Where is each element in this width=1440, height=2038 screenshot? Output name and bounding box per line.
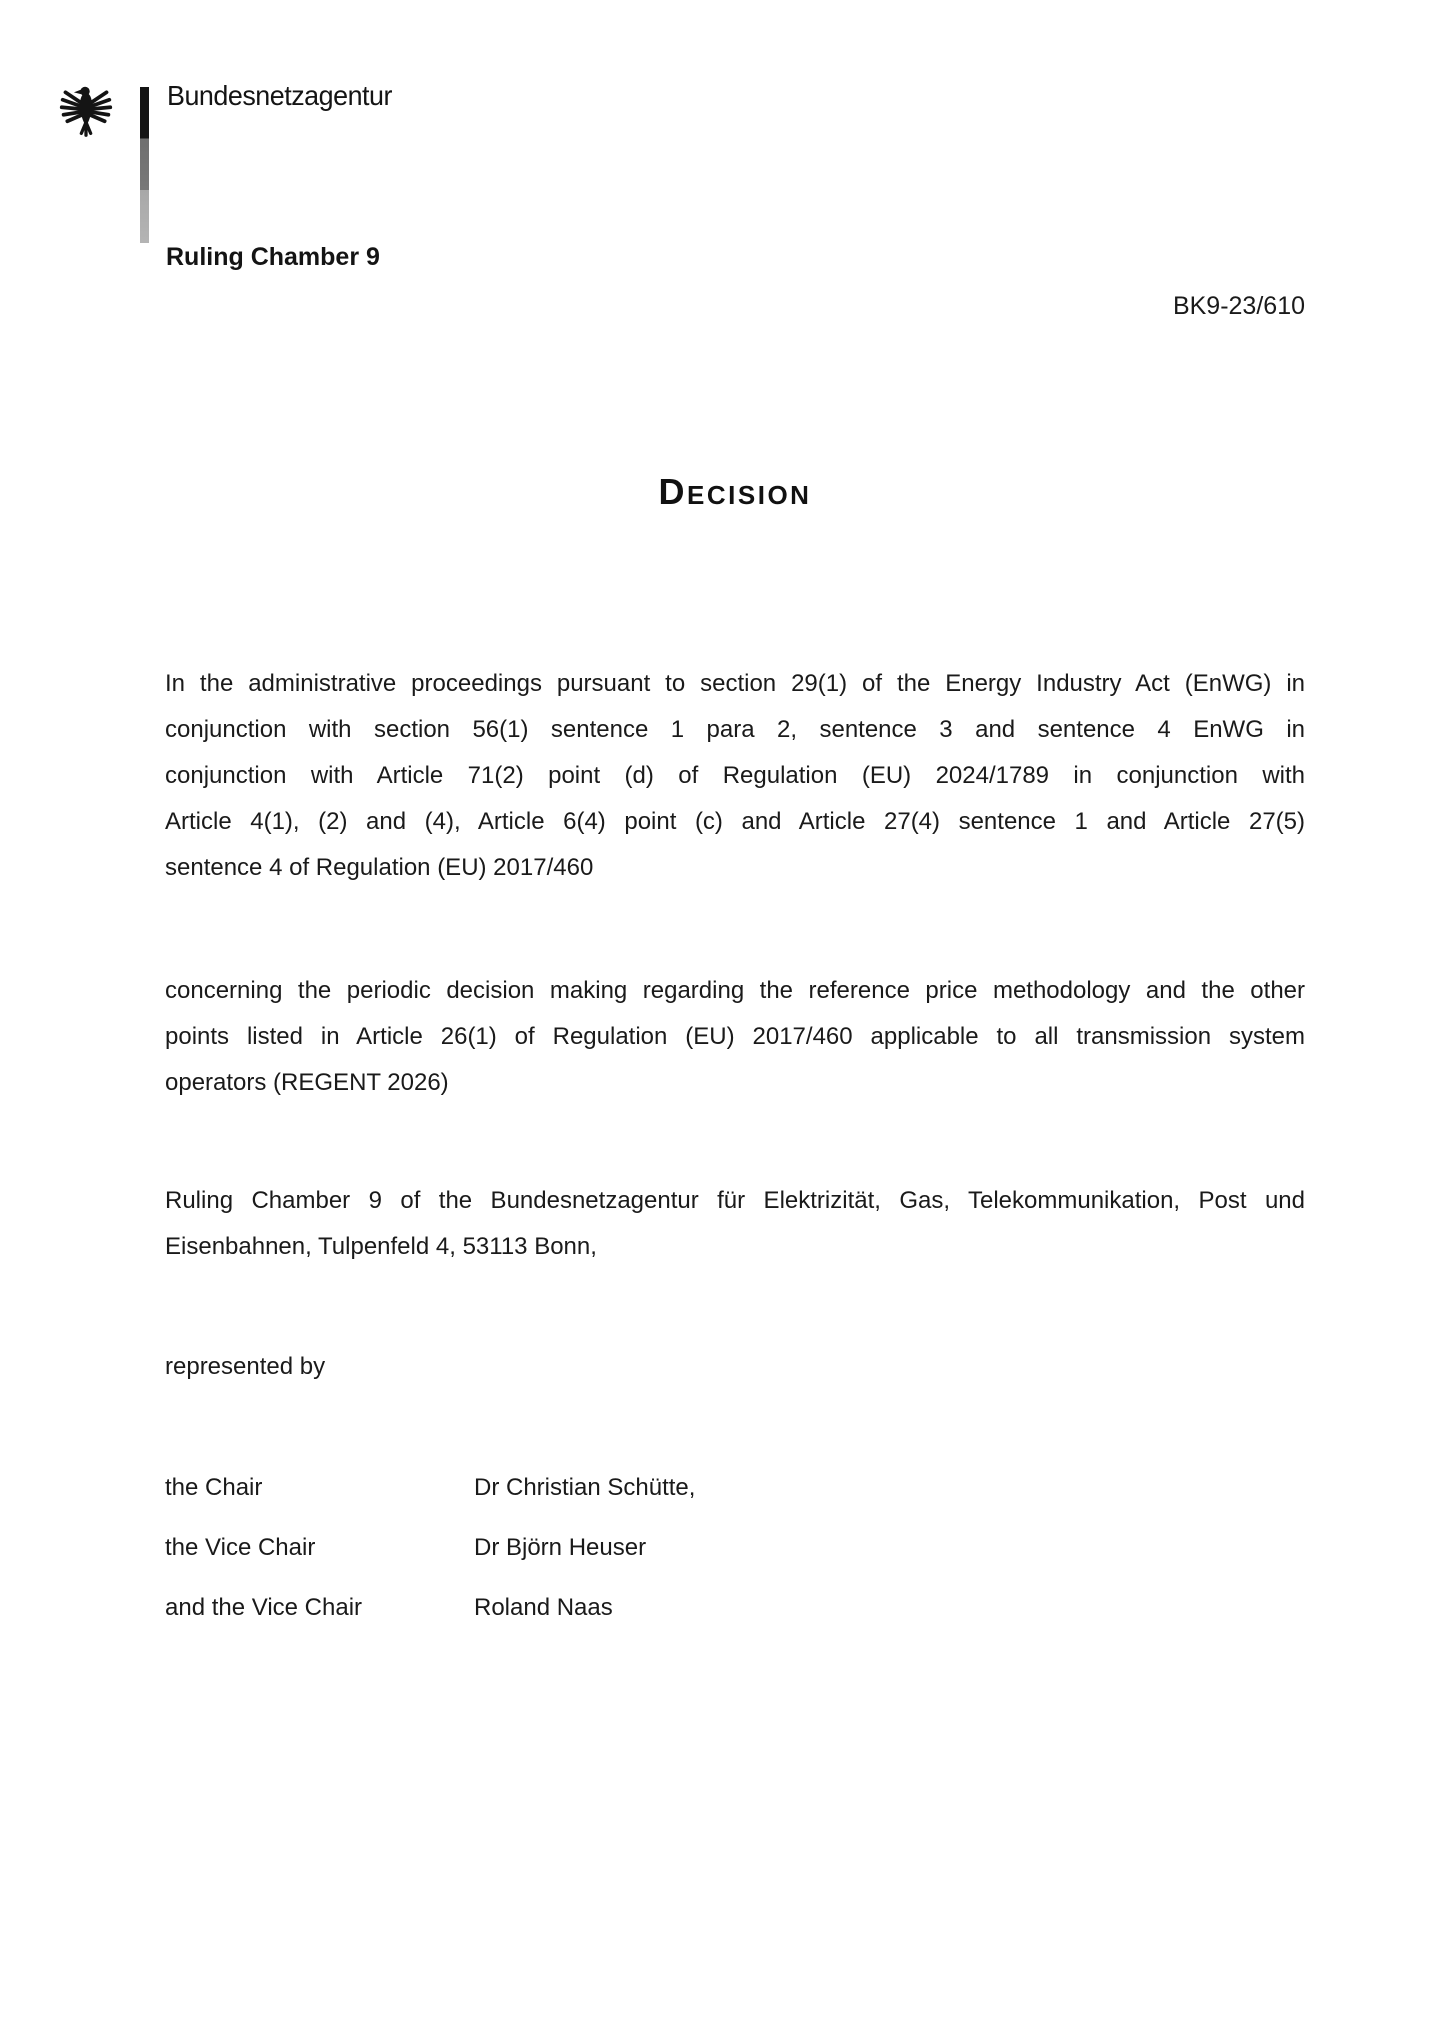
representative-role: the Chair [165,1474,263,1501]
representative-row [165,1472,1305,1504]
representative-row [165,1592,1305,1624]
paragraph-line: In the administrative proceedings pursuant to section 29(1) of the Energy Industry Act (EnWG) in [165,670,1305,697]
representative-name: Dr Björn Heuser [474,1534,647,1561]
case-number: BK9-23/610 [1172,292,1305,320]
paragraph-subject [165,968,1305,1106]
representative-role: the Vice Chair [165,1534,316,1561]
paragraph-authority [165,1178,1305,1270]
paragraph-line: Ruling Chamber 9 of the Bundesnetzagentur für Elektrizität, Gas, Telekommunikation, Post und [165,1187,1305,1214]
representative-name: Roland Naas [474,1594,613,1621]
representative-role: and the Vice Chair [165,1594,363,1621]
paragraph-line: Eisenbahnen, Tulpenfeld 4, 53113 Bonn, [165,1233,597,1260]
representative-row [165,1532,1305,1564]
paragraph-line: represented by [165,1353,326,1380]
representative-name: Dr Christian Schütte, [474,1474,696,1501]
chamber-name: Ruling Chamber 9 [166,243,380,271]
represented-by-label [165,1344,1305,1390]
paragraph-line: sentence 4 of Regulation (EU) 2017/460 [165,854,594,881]
paragraph-line: operators (REGENT 2026) [165,1069,449,1096]
federal-eagle-icon [58,82,114,140]
document-title: DECISION [658,471,812,512]
paragraph-proceedings [165,661,1305,891]
paragraph-line: points listed in Article 26(1) of Regulation (EU) 2017/460 applicable to all transmission system [165,1023,1305,1050]
logo-gradient-bar [140,87,149,243]
paragraph-line: concerning the periodic decision making regarding the reference price methodology and the other [165,977,1305,1004]
paragraph-line: conjunction with section 56(1) sentence 1 para 2, sentence 3 and sentence 4 EnWG in [165,716,1305,743]
agency-wordmark: Bundesnetzagentur [167,80,392,111]
paragraph-line: Article 4(1), (2) and (4), Article 6(4) point (c) and Article 27(4) sentence 1 and Article 27(5) [165,808,1305,835]
paragraph-line: conjunction with Article 71(2) point (d) of Regulation (EU) 2024/1789 in conjunction with [165,762,1305,789]
